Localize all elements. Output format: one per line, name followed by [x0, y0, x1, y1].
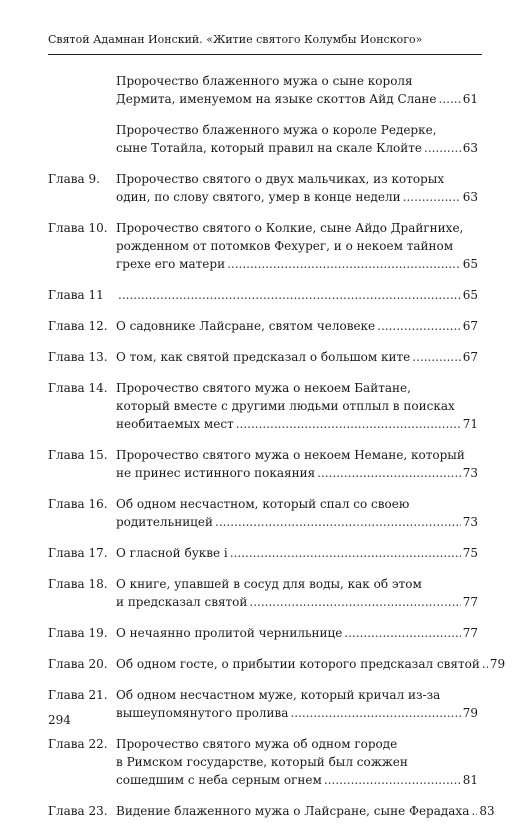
chapter-label: Глава 15. [48, 448, 108, 462]
chapter-label: Глава 12. [48, 319, 108, 333]
toc-entry [48, 575, 478, 611]
dot-leader [482, 655, 488, 673]
dot-leader [424, 139, 461, 157]
chapter-title-line: не принес истинного покаяния [116, 466, 316, 480]
dot-leader [215, 513, 461, 531]
chapter-title-line: Пророчество блаженного мужа о сыне короля [116, 74, 413, 88]
page-ref: 73 [462, 515, 478, 529]
chapter-title-line: родительницей [116, 515, 214, 529]
toc-entry [48, 735, 478, 789]
chapter-label: Глава 20. [48, 657, 108, 671]
chapter-label: Глава 17. [48, 546, 108, 560]
page-ref: 79 [462, 706, 478, 720]
toc-entry [48, 446, 478, 482]
chapter-label [48, 121, 116, 157]
page-ref: 79 [489, 657, 506, 671]
chapter-title-line: Видение блаженного мужа о Лайсране, сыне Ферадаха [116, 804, 470, 818]
chapter-label: Глава 14. [48, 381, 108, 395]
dot-leader [290, 704, 460, 722]
dot-leader [236, 415, 461, 433]
page-ref: 71 [462, 417, 478, 431]
chapter-label: Глава 21. [48, 688, 108, 702]
chapter-label: Глава 18. [48, 577, 108, 591]
page-ref: 63 [462, 141, 478, 155]
page-ref: 67 [462, 319, 478, 333]
dot-leader [324, 771, 461, 789]
chapter-title-line: О том, как святой предсказал о большом ките [116, 350, 411, 364]
toc-entry [48, 317, 478, 335]
chapter-title-line: Об одном несчастном, который спал со своею [116, 497, 410, 511]
page-ref: 75 [462, 546, 478, 560]
dot-leader [118, 286, 461, 304]
chapter-title-line: О гласной букве i [116, 546, 228, 560]
page-ref: 83 [479, 804, 495, 818]
dot-leader [412, 348, 460, 366]
chapter-label: Глава 22. [48, 737, 108, 751]
dot-leader [377, 317, 461, 335]
toc-entry [48, 686, 478, 722]
dot-leader [403, 188, 461, 206]
chapter-title-line: Пророчество святого о Колкие, сыне Айдо Драйгнихе, [116, 221, 464, 235]
chapter-title-line: необитаемых мест [116, 417, 234, 431]
page-ref: 67 [462, 350, 478, 364]
chapter-label: Глава 19. [48, 626, 108, 640]
chapter-title-line: Пророчество блаженного мужа о короле Редерке, [116, 123, 437, 137]
chapter-title-line: Дермита, именуемом на языке скоттов Айд Слане [116, 92, 437, 106]
chapter-title-line: О садовнике Лайсране, святом человеке [116, 319, 376, 333]
chapter-label [48, 72, 116, 108]
chapter-title-line: Пророчество святого мужа о некоем Немане, который [116, 448, 465, 462]
chapter-title-line: Об одном несчастном муже, который кричал из-за [116, 688, 441, 702]
chapter-title-line: в Римском государстве, который был сожжен [116, 755, 408, 769]
chapter-title-line: и предсказал святой [116, 595, 248, 609]
dot-leader [344, 624, 460, 642]
chapter-title-line: О книге, упавшей в сосуд для воды, как об этом [116, 577, 422, 591]
toc-entry [48, 286, 478, 304]
toc-entry [48, 544, 478, 562]
chapter-title-line: Об одном госте, о прибытии которого предсказал святой [116, 657, 480, 671]
page-ref: 81 [462, 773, 478, 787]
running-header: Святой Адамнан Ионский. «Житие святого Колумбы Ионского» [48, 33, 423, 46]
chapter-title-line: вышеупомянутого пролива [116, 706, 289, 720]
chapter-title-line: один, по слову святого, умер в конце недели [116, 190, 401, 204]
chapter-title-line: сыне Тотайла, который правил на скале Клойте [116, 141, 423, 155]
page-ref: 65 [462, 288, 478, 302]
toc-entry [48, 170, 478, 206]
header-rule [48, 54, 482, 55]
toc-entry [48, 495, 478, 531]
chapter-title-line: грехе его матери [116, 257, 226, 271]
dot-leader [227, 255, 461, 273]
dot-leader [439, 90, 461, 108]
toc-entry [48, 121, 478, 157]
dot-leader [249, 593, 460, 611]
chapter-label: Глава 23. [48, 804, 108, 818]
page-ref: 73 [462, 466, 478, 480]
toc-entry [48, 219, 478, 273]
chapter-label: Глава 10. [48, 221, 108, 235]
chapter-title-line: который вместе с другими людьми отплыл в поисках [116, 399, 455, 413]
page-number: 294 [48, 713, 71, 727]
page-ref: 77 [462, 626, 478, 640]
toc-entry [48, 655, 506, 673]
chapter-title-line: рожденном от потомков Фехурег, и о некоем тайном [116, 239, 454, 253]
page-ref: 77 [462, 595, 478, 609]
toc-entry [48, 802, 495, 820]
chapter-title-line: О нечаянно пролитой чернильнице [116, 626, 343, 640]
toc-entry [48, 348, 478, 366]
dot-leader [471, 802, 477, 820]
toc-entry [48, 72, 478, 108]
toc-entry [48, 624, 478, 642]
page-ref: 63 [462, 190, 478, 204]
page-ref: 65 [462, 257, 478, 271]
page-ref: 61 [462, 92, 478, 106]
chapter-title-line: Пророчество святого о двух мальчиках, из которых [116, 172, 445, 186]
dot-leader [317, 464, 461, 482]
toc-entry [48, 379, 478, 433]
chapter-label: Глава 16. [48, 497, 108, 511]
chapter-label: Глава 13. [48, 350, 108, 364]
chapter-label: Глава 9. [48, 172, 100, 186]
table-of-contents [48, 72, 506, 833]
chapter-label: Глава 11 [48, 288, 104, 302]
dot-leader [230, 544, 461, 562]
chapter-title-line: Пророчество святого мужа о некоем Байтане, [116, 381, 411, 395]
chapter-title-line: Пророчество святого мужа об одном городе [116, 737, 398, 751]
chapter-title-line: сошедшим с неба серным огнем [116, 773, 322, 787]
